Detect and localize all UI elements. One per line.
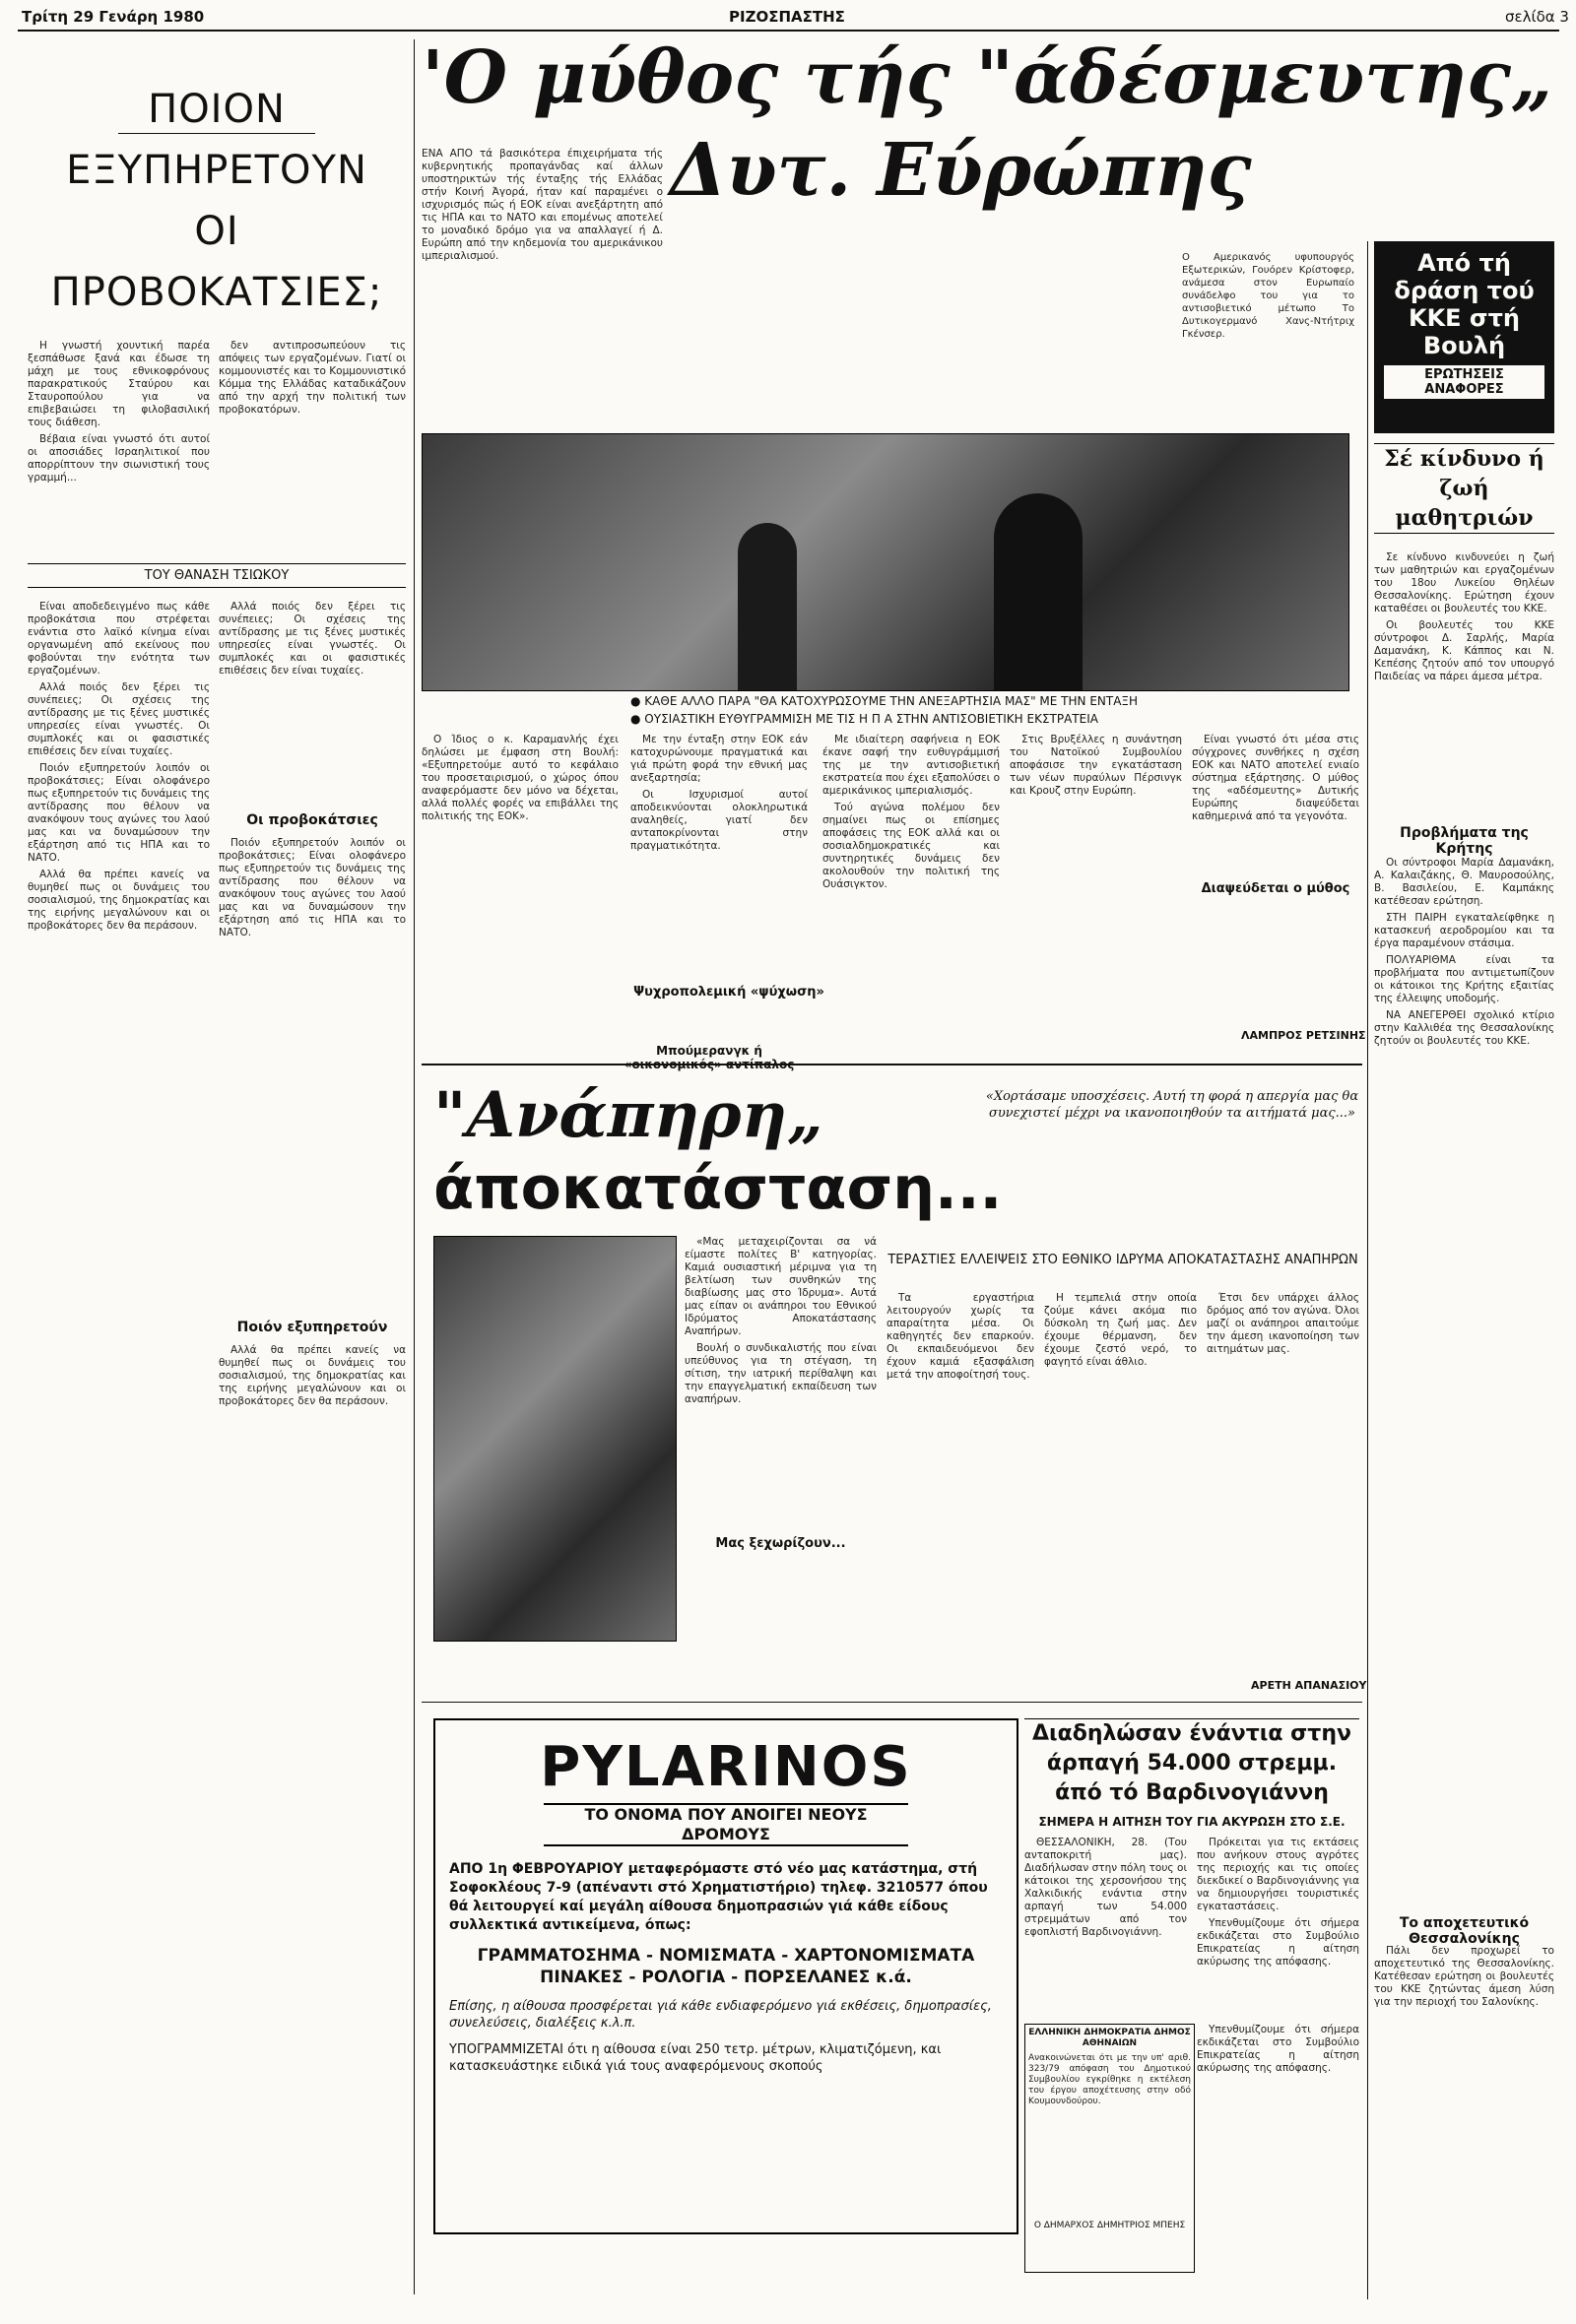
left-headline-line: ΠΟΙΟΝ — [148, 87, 286, 132]
right-paragraph: ΝΑ ΑΝΕΓΕΡΘΕΙ σχολικό κτίριο στην Καλλιθέα της Θεσσαλονίκης ζητούν οι βουλευτές του ΚΚΕ. — [1374, 1009, 1554, 1047]
disabled-subhead: ΤΕΡΑΣΤΙΕΣ ΕΛΛΕΙΨΕΙΣ ΣΤΟ ΕΘΝΙΚΟ ΙΔΡΥΜΑ ΑΠΟΚΑΤΑΣΤΑΣΗΣ ΑΝΑΠΗΡΩΝ — [887, 1253, 1358, 1267]
right-subhead-2: Το αποχετευτικό Θεσσαλονίκης — [1399, 1915, 1530, 1947]
main-headline-1: 'Ο μύθος τής "άδέσμευτης„ — [422, 35, 1553, 120]
right-text-3 — [1374, 1945, 1554, 2294]
left-byline: ΤΟΥ ΘΑΝΑΣΗ ΤΣΙΩΚΟΥ — [28, 563, 406, 588]
header-newspaper: ΡΙΖΟΣΠΑΣΤΗΣ — [729, 8, 845, 26]
disabled-quote: «Χορτάσαμε υποσχέσεις. Αυτή τη φορά η απεργία μας θα συνεχιστεί μέχρι να ικανοποιηθούν τα αιτήματά μας...» — [985, 1089, 1359, 1121]
main-bullet-1 — [630, 694, 1359, 708]
left-intro — [28, 340, 210, 547]
right-paragraph: ΠΟΛΥΑΡΙΘΜΑ είναι τα προβλήματα που αντιμετωπίζουν οι κάτοικοι της Κρήτης εξαιτίας της έλλειψης υποδομής. — [1374, 954, 1554, 1004]
land-paragraph: ΘΕΣΣΑΛΟΝΙΚΗ, 28. (Του ανταποκριτή μας). Διαδήλωσαν στην πόλη τους οι κάτοικοι της χερσονήσου της Χαλκιδικής ενάντια στην αρπαγή των 54.000 στρεμμάτων από τον εφοπλιστή Βαρδινογιάννη. — [1024, 1837, 1187, 1938]
main-photo-caption: Ο Αμερικανός υφυπουργός Εξωτερικών, Γουόρεν Κρίστοφερ, ανάμεσα στον Ευρωπαίο συνάδελφο του για το αντισοβιετικό μέτωπο Το Δυτικογερμανό Χανς-Ντήτριχ Γκένσερ. — [1182, 252, 1354, 340]
land-col1 — [1024, 1837, 1187, 2014]
right-box-sub: ΕΡΩΤΗΣΕΙΣ ΑΝΑΦΟΡΕΣ — [1384, 365, 1544, 399]
right-column-rule — [1367, 241, 1368, 2299]
disabled-col1 — [685, 1236, 877, 1689]
ad-line-3: Επίσης, η αίθουσα προσφέρεται γιά κάθε ενδιαφερόμενο γιά εκθέσεις, δημοπρασίες, συνελεύσεις, διαλέξεις κ.λ.π. — [449, 1999, 992, 2031]
main-headline-2: Δυτ. Εύρώπης — [670, 128, 1252, 213]
left-headline-line: ΟΙ — [194, 209, 239, 254]
left-subhead-2: Ποιόν εξυπηρετούν — [236, 1320, 388, 1335]
land-headline-1: Διαδηλώσαν ένάντια στην — [1032, 1721, 1351, 1746]
left-body-col1 — [28, 601, 210, 2255]
land-paragraph: Πρόκειται για τις εκτάσεις που ανήκουν στους αγρότες της περιοχής και τις οποίες διεκδικεί ο Βαρδινογιάννης για να δημιουργήσει τουριστικές εγκαταστάσεις. — [1197, 1837, 1359, 1912]
disabled-subhead-mid: Μας ξεχωρίζουν... — [715, 1536, 846, 1551]
ad-line-1: ΑΠΟ 1η ΦΕΒΡΟΥΑΡΙΟΥ μεταφερόμαστε στό νέο μας κατάστημα, στή Σοφοκλέους 7-9 (απέναντι στό Χρηματιστήριο) τηλεφ. 3210577 όπου θά λειτουργεί καί μεγάλη αίθουσα δημοπρασιών γιά κάθε είδους συλλεκτικά αντικείμενα, όπως: — [449, 1861, 988, 1933]
disabled-headline-1: "Ανάπηρη„ — [433, 1078, 823, 1152]
header-page: σελίδα 3 — [1505, 8, 1569, 26]
header-rule — [18, 30, 1559, 32]
land-paragraph: Υπενθυμίζουμε ότι σήμερα εκδικάζεται στο Συμβούλιο Επικρατείας η αίτηση ακύρωσης της απόφασης. — [1197, 2024, 1359, 2074]
left-body-col2 — [219, 601, 406, 798]
disabled-col3 — [1044, 1292, 1197, 1706]
main-paragraph: Στις Βρυξέλλες η συνάντηση του Νατοϊκού Συμβουλίου αποφάσισε την εγκατάσταση των νέων πυραύλων Πέρσινγκ και Κρουζ στην Ευρώπη. — [1010, 734, 1182, 797]
main-col3 — [822, 734, 1000, 931]
main-paragraph: Τού αγώνα πολέμου δεν σημαίνει πως οι επίσημες αποφάσεις της ΕΟΚ αλλά και οι σοσιαλδημοκρατικές και συντηρητικές δυνάμεις δεν ακολουθούν την πολιτική της Ουάσιγκτον. — [822, 802, 1000, 890]
right-text-1 — [1374, 551, 1554, 798]
disabled-byline: ΑΡΕΤΗ ΑΠΑΝΑΣΙΟΥ — [1251, 1679, 1367, 1692]
left-body-paragraph: Αλλά θα πρέπει κανείς να θυμηθεί πως οι δυνάμεις του σοσιαλισμού, της δημοκρατίας και της ειρήνης μεγαλώνουν και οι προβοκάτορες δεν θα περάσουν. — [219, 1344, 406, 1407]
left-body-paragraph: Αλλά ποιός δεν ξέρει τις συνέπειες; Οι σχέσεις της αντίδρασης με τις ξένες μυστικές υπηρεσίες είναι γνωστές. Οι συμπλοκές και οι φασιστικές επιθέσεις δεν είναι τυχαίες. — [28, 681, 210, 757]
left-headline-line: ΕΞΥΠΗΡΕΤΟΥΝ — [66, 148, 367, 193]
ad-brand: PYLARINOS — [540, 1735, 912, 1799]
main-story-bottom-rule — [422, 1064, 1362, 1065]
photo-figure-left — [738, 523, 797, 690]
disabled-col2 — [886, 1292, 1034, 1706]
main-subhead-2: Μπούμερανγκ ή — [656, 1044, 762, 1058]
left-body-paragraph: Ποιόν εξυπηρετούν λοιπόν οι προβοκάτσιες; Είναι ολοφάνερο πως εξυπηρετούν τις δυνάμεις της αντίδρασης που θέλουν να ανακόψουν τους αγώνες του λαού μας και να δυναμώσουν την εξάρτηση από τις ΗΠΑ και το ΝΑΤΟ. — [28, 762, 210, 864]
main-bullet-1-text: ΚΑΘΕ ΑΛΛΟ ΠΑΡΑ "ΘΑ ΚΑΤΟΧΥΡΩΣΟΥΜΕ ΤΗΝ ΑΝΕΞΑΡΤΗΣΙΑ ΜΑΣ" ΜΕ ΤΗΝ ΕΝΤΑΞΗ — [644, 694, 1139, 708]
left-subhead-1: Οι προβοκάτσιες — [246, 812, 378, 828]
land-headline-2: άρπαγή 54.000 στρεμμ. — [1046, 1751, 1338, 1775]
municipal-notice — [1024, 2024, 1195, 2273]
main-paragraph: Οι Ισχυρισμοί αυτοί αποδεικνύονται ολοκληρωτικά αναληθείς, γιατί δεν ανταποκρίνονται στην πραγματικότητα. — [630, 789, 808, 852]
disabled-paragraph: Βουλή ο συνδικαλιστής που είναι υπεύθυνος για τη στέγαση, τη σίτιση, την ιατρική περίθαλψη και την επαγγελματική εκπαίδευση των αναπήρων. — [685, 1342, 877, 1405]
right-box-title: Από τή δράση τού ΚΚΕ στή Βουλή — [1394, 249, 1535, 359]
disabled-col4 — [1207, 1292, 1359, 1666]
left-headline-rule — [118, 133, 315, 134]
left-headline — [30, 79, 404, 323]
disabled-paragraph: Η τεμπελιά στην οποία ζούμε κάνει ακόμα πιο δύσκολη τη ζωή μας. Δεν έχουμε θέρμανση, δεν έχουμε ζεστό νερό, το φαγητό είναι άθλιο. — [1044, 1292, 1197, 1368]
right-head-1: Σέ κίνδυνο ή ζωή μαθητριών — [1374, 443, 1554, 534]
disabled-paragraph: Έτσι δεν υπάρχει άλλος δρόμος από τον αγώνα. Όλοι μαζί οι ανάπηροι απαιτούμε την άμεση ικανοποίηση των αιτημάτων μας. — [1207, 1292, 1359, 1355]
disabled-paragraph: Τα εργαστήρια λειτουργούν χωρίς τα απαραίτητα μέσα. Οι καθηγητές δεν επαρκούν. Οι εκπαιδευόμενοι δεν έχουν καμιά εξασφάλιση μετά την αποφοίτησή τους. — [886, 1292, 1034, 1381]
land-paragraph: Υπενθυμίζουμε ότι σήμερα εκδικάζεται στο Συμβούλιο Επικρατείας η αίτηση ακύρωσης της απόφασης. — [1197, 1917, 1359, 1968]
right-text-2 — [1374, 857, 1554, 1664]
right-box — [1374, 241, 1554, 433]
disabled-paragraph: «Μας μεταχειρίζονται σα νά είμαστε πολίτες Β' κατηγορίας. Καμιά ουσιαστική μέριμνα για τη βελτίωση των συνθηκών της διαβίωσης μας στο Ίδρυμα». Αυτά μας είπαν οι ανάπηροι του Εθνικού Ιδρύματος Αποκατάστασης Αναπήρων. — [685, 1236, 877, 1337]
main-col4 — [1010, 734, 1182, 1059]
bullet-icon: ● — [630, 712, 645, 726]
main-byline: ΛΑΜΠΡΟΣ ΡΕΤΣΙΝΗΣ — [1241, 1029, 1366, 1042]
photo-figure-right — [994, 493, 1083, 690]
pylarinos-ad — [433, 1718, 1018, 2234]
right-paragraph: Σε κίνδυνο κινδυνεύει η ζωή των μαθητριών και εργαζομένων του 18ου Λυκείου Θηλέων Θεσσαλονίκης. Ερώτηση έχουν καταθέσει οι βουλευτές του ΚΚΕ. — [1374, 551, 1554, 614]
left-body-paragraph: Είναι αποδεδειγμένο πως κάθε προβοκάτσια που στρέφεται ενάντια στο λαϊκό κίνημα είναι οργανωμένη από εκείνους που φοβούνται την ενότητα των εργαζομένων. — [28, 601, 210, 677]
disabled-bottom-rule — [422, 1702, 1362, 1703]
main-paragraph: Είναι γνωστό ότι μέσα στις σύγχρονες συνθήκες η σχέση ΕΟΚ και ΝΑΤΟ αποτελεί ενιαίο σύστημα εξάρτησης. Ο μύθος της «αδέσμευτης» Δυτικής Ευρώπης διαψεύδεται καθημερινά από τα γεγονότα. — [1192, 734, 1359, 822]
land-headline-3: άπό τό Βαρδινογιάννη — [1055, 1780, 1329, 1805]
left-body-paragraph: Αλλά ποιός δεν ξέρει τις συνέπειες; Οι σχέσεις της αντίδρασης με τις ξένες μυστικές υπηρεσίες είναι γνωστές. Οι συμπλοκές και οι φασιστικές επιθέσεις δεν είναι τυχαίες. — [219, 601, 406, 677]
disabled-photo — [433, 1236, 677, 1642]
land-headline — [1024, 1718, 1359, 1808]
right-subhead-1: Προβλήματα της Κρήτης — [1400, 825, 1529, 857]
ad-line-2: ΓΡΑΜΜΑΤΟΣΗΜΑ - ΝΟΜΙΣΜΑΤΑ - ΧΑΡΤΟΝΟΜΙΣΜΑΤΑ ΠΙΝΑΚΕΣ - ΡΟΛΟΓΙΑ - ΠΟΡΣΕΛΑΝΕΣ κ.ά. — [477, 1946, 975, 1987]
main-col5 — [1192, 734, 1359, 872]
main-lead: ΕΝΑ ΑΠΟ τά βασικότερα έπιχειρήματα τής κυβερνητικής προπαγάνδας καί άλλων υποστηρικτών τής ένταξης τής Ελλάδας στήν Κοινή Άγορά, ήταν καί παραμένει ο ισχυρισμός πώς ή ΕΟΚ είναι ανεξάρτητη από τις ΗΠΑ και το ΝΑΤΟ και επομένως αποτελεί το μοναδικό δρόμο για να απαλλαγεί ή Δ. Ευρώπη από την κηδεμονία του αμερικάνικου ιμπεριαλισμού. — [422, 148, 663, 262]
disabled-headline-2: άποκατάσταση... — [433, 1154, 1003, 1223]
main-col1 — [422, 734, 619, 931]
left-body-paragraph: Αλλά θα πρέπει κανείς να θυμηθεί πως οι δυνάμεις του σοσιαλισμού, της δημοκρατίας και της ειρήνης μεγαλώνουν και οι προβοκάτορες δεν θα περάσουν. — [28, 869, 210, 932]
land-subhead: ΣΗΜΕΡΑ Η ΑΙΤΗΣΗ ΤΟΥ ΓΙΑ ΑΚΥΡΩΣΗ ΣΤΟ Σ.Ε. — [1038, 1815, 1346, 1829]
left-body-paragraph: Ποιόν εξυπηρετούν λοιπόν οι προβοκάτσιες; Είναι ολοφάνερο πως εξυπηρετούν τις δυνάμεις της αντίδρασης που θέλουν να ανακόψουν τους αγώνες του λαού μας και να δυναμώσουν την εξάρτηση από τις ΗΠΑ και το ΝΑΤΟ. — [219, 837, 406, 938]
left-headline-line: ΠΡΟΒΟΚΑΤΣΙΕΣ; — [50, 270, 383, 315]
main-paragraph: Με την ένταξη στην ΕΟΚ εάν κατοχυρώνουμε πραγματικά και γιά πρώτη φορά την εθνική μας ανεξαρτησία; — [630, 734, 808, 784]
main-paragraph: Ο Ίδιος ο κ. Καραμανλής έχει δηλώσει με έμφαση στη Βουλή: «Εξυπηρετούμε αυτό το κεφάλαιο του προσεταιρισμού, ο χώρος όπου αναφερόμαστε δεν μόνο να δέχεται, αλλά πολλές φορές να επιβάλλει της πολιτικής της ΕΟΚ». — [422, 734, 619, 822]
main-subhead-1: Ψυχροπολεμική «ψύχωση» — [633, 985, 824, 1000]
notice-body: Ανακοινώνεται ότι με την υπ' αριθ. 323/79 απόφαση του Δημοτικού Συμβουλίου εγκρίθηκε η εκτέλεση του έργου αποχέτευσης στην οδό Κουμουνδούρου. — [1028, 2053, 1191, 2106]
notice-title: ΕΛΛΗΝΙΚΗ ΔΗΜΟΚΡΑΤΙΑ ΔΗΜΟΣ ΑΘΗΝΑΙΩΝ — [1028, 2028, 1191, 2048]
notice-sign: Ο ΔΗΜΑΡΧΟΣ ΔΗΜΗΤΡΙΟΣ ΜΠΕΗΣ — [1033, 2221, 1186, 2230]
main-col2 — [630, 734, 808, 931]
right-paragraph: Οι σύντροφοι Μαρία Δαμανάκη, Α. Καλαιζάκης, Θ. Μαυροσούλης, Β. Βασιλείου, Ε. Καμπάκης κατέθεσαν ερώτηση. — [1374, 857, 1554, 907]
left-body-col2b — [219, 837, 406, 1300]
ad-line-4: ΥΠΟΓΡΑΜΜΙΖΕΤΑΙ ότι η αίθουσα είναι 250 τετρ. μέτρων, κλιματιζόμενη, και κατασκευάστηκε ειδικά γιά τους αναφερόμενους σκοπούς — [449, 2042, 942, 2074]
main-paragraph: Με ιδιαίτερη σαφήνεια η ΕΟΚ έκανε σαφή την ευθυγράμμισή της με την αντισοβιετική εκστρατεία που έχει εξαπολύσει ο αμερικάνικος ιμπεριαλισμός. — [822, 734, 1000, 797]
main-bullet-2 — [630, 712, 1359, 726]
header-date: Τρίτη 29 Γενάρη 1980 — [22, 8, 205, 26]
left-intro-col2 — [219, 340, 406, 547]
right-paragraph: ΣΤΗ ΠΑΙΡΗ εγκαταλείφθηκε η κατασκευή αεροδρομίου και τα έργα παραμένουν στάσιμα. — [1374, 912, 1554, 949]
right-paragraph: Οι βουλευτές του ΚΚΕ σύντροφοι Δ. Σαρλής, Μαρία Δαμανάκη, Κ. Κάππος και Ν. Κεπέσης ζητούν από τον υπουργό Παιδείας να πάρει άμεσα μέτρα. — [1374, 619, 1554, 682]
ad-tagline: ΤΟ ΟΝΟΜΑ ΠΟΥ ΑΝΟΙΓΕΙ ΝΕΟΥΣ ΔΡΟΜΟΥΣ — [544, 1803, 908, 1846]
left-intro-paragraph: Η γνωστή χουντική παρέα ξεσπάθωσε ξανά και έδωσε τη μάχη με τους εθνικοφρόνους παρακρατικούς Σταύρου και Σταυροπούλου για να επιβεβαιώσει τη φιλοβασιλική τους διάθεση. — [28, 340, 210, 428]
left-body-col2c — [219, 1344, 406, 2255]
main-photo — [422, 433, 1349, 691]
left-intro-paragraph: Βέβαια είναι γνωστό ότι αυτοί οι αποσιάδες Ισραηλιτικοί που απορρίπτουν την σιωνιστική τους γραμμή... — [28, 433, 210, 484]
left-column-rule — [414, 39, 415, 2294]
left-body-paragraph: δεν αντιπροσωπεύουν τις απόψεις των εργαζομένων. Γιατί οι κομμουνιστές και το Κομμουνιστικό Κόμμα της Ελλάδας καταδικάζουν από την αρχή την πολιτική των προβοκατόρων. — [219, 340, 406, 416]
land-col3 — [1197, 2024, 1359, 2265]
land-col2 — [1197, 1837, 1359, 2014]
main-subhead-3: Διαψεύδεται ο μύθος — [1201, 881, 1350, 896]
main-bullet-2-text: ΟΥΣΙΑΣΤΙΚΗ ΕΥΘΥΓΡΑΜΜΙΣΗ ΜΕ ΤΙΣ Η Π Α ΣΤΗΝ ΑΝΤΙΣΟΒΙΕΤΙΚΗ ΕΚΣΤΡΑΤΕΙΑ — [644, 712, 1098, 726]
right-paragraph: Πάλι δεν προχωρεί το αποχετευτικό της Θεσσαλονίκης. Κατέθεσαν ερώτηση οι βουλευτές του ΚΚΕ ζητώντας άμεση λύση για την περιοχή του Σαλονίκης. — [1374, 1945, 1554, 2008]
bullet-icon: ● — [630, 694, 645, 708]
